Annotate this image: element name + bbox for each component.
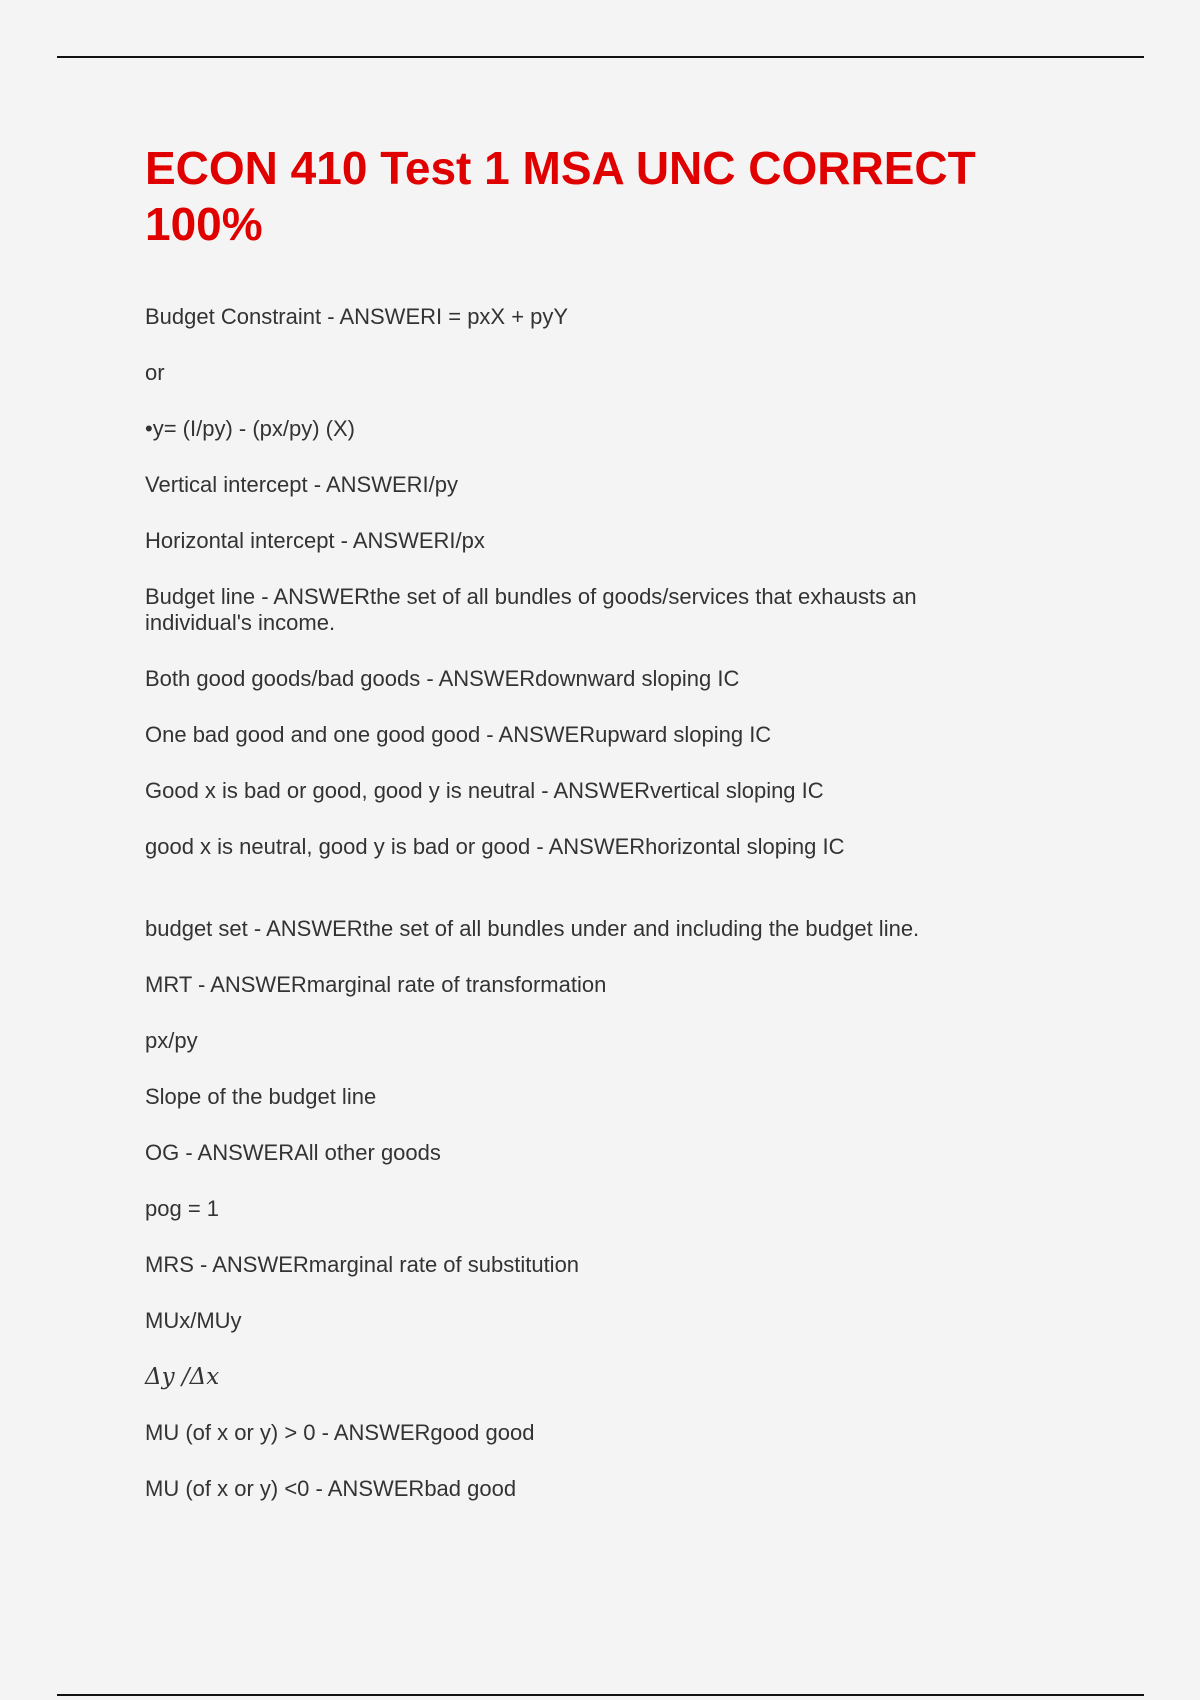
text-line: Budget Constraint - ANSWERI = pxX + pyY xyxy=(145,304,569,329)
math-line: Δy /Δx xyxy=(145,1364,220,1390)
top-rule xyxy=(57,56,1144,58)
document-title: ECON 410 Test 1 MSA UNC CORRECT 100% xyxy=(145,142,976,250)
text-line: •y= (I/py) - (px/py) (X) xyxy=(145,416,355,441)
text-line: Horizontal intercept - ANSWERI/px xyxy=(145,528,485,553)
text-line: One bad good and one good good - ANSWERupward sloping IC xyxy=(145,722,772,747)
text-line: good x is neutral, good y is bad or good - ANSWERhorizontal sloping IC xyxy=(145,834,845,859)
text-line: Budget line - ANSWERthe set of all bundles of goods/services that exhausts an individual's income. xyxy=(145,584,923,635)
text-line: pog = 1 xyxy=(145,1196,220,1221)
text-line: MUx/MUy xyxy=(145,1308,242,1333)
text-line: budget set - ANSWERthe set of all bundles under and including the budget line. xyxy=(145,916,920,941)
text-line: Both good goods/bad goods - ANSWERdownward sloping IC xyxy=(145,666,740,691)
text-line: Good x is bad or good, good y is neutral - ANSWERvertical sloping IC xyxy=(145,778,824,803)
text-line: px/py xyxy=(145,1028,198,1053)
text-line: MU (of x or y) > 0 - ANSWERgood good xyxy=(145,1420,535,1445)
bottom-rule xyxy=(57,1694,1144,1696)
text-line: MRS - ANSWERmarginal rate of substitution xyxy=(145,1252,580,1277)
text-line: MU (of x or y) <0 - ANSWERbad good xyxy=(145,1476,517,1501)
text-line: Vertical intercept - ANSWERI/py xyxy=(145,472,458,497)
text-line: MRT - ANSWERmarginal rate of transformation xyxy=(145,972,607,997)
text-line: OG - ANSWERAll other goods xyxy=(145,1140,441,1165)
document-body xyxy=(145,140,1045,1532)
text-line: or xyxy=(145,360,165,385)
text-line: Slope of the budget line xyxy=(145,1084,377,1109)
